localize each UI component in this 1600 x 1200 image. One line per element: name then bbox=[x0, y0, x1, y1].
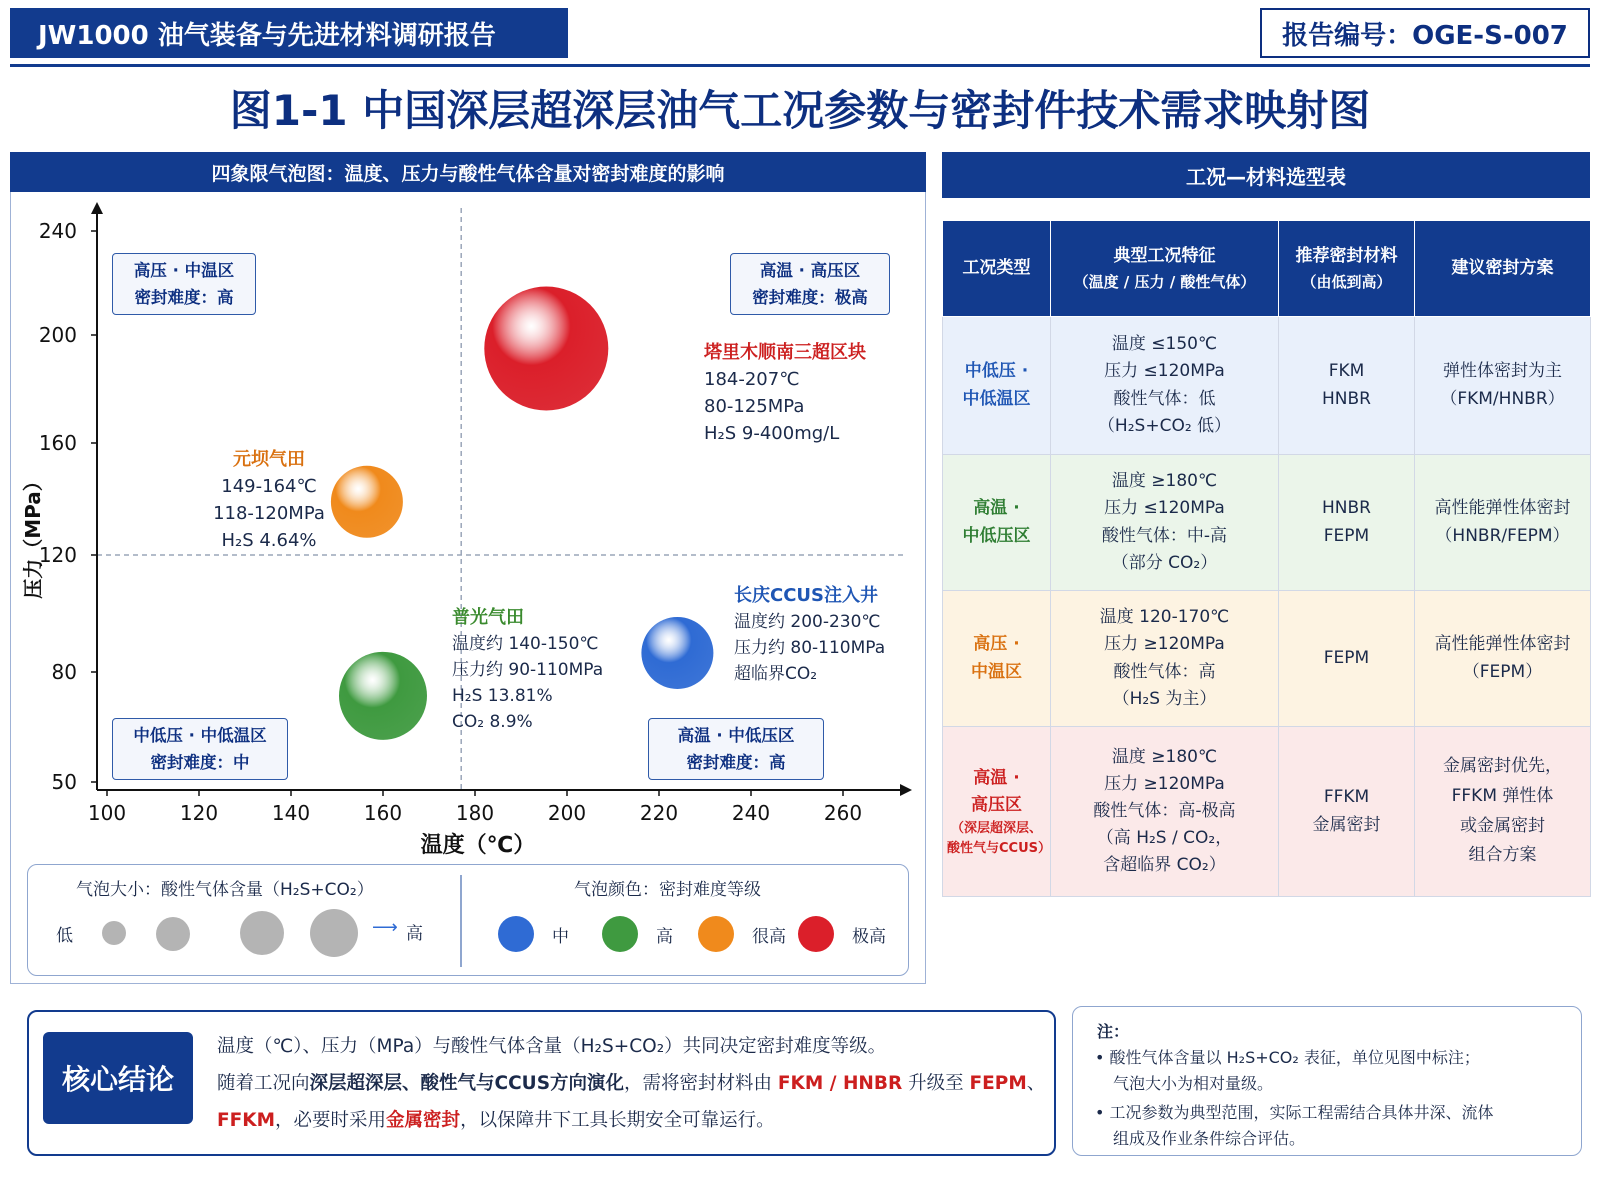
conclusion-text: ，需将密封材料由 bbox=[624, 1073, 778, 1094]
conclusion-text: 升级至 bbox=[902, 1073, 970, 1094]
bullet-icon: • bbox=[1095, 1048, 1110, 1067]
cell-features bbox=[1051, 727, 1279, 897]
quadrant-label-bottom-right bbox=[648, 718, 824, 780]
callout-line: H₂S 9-400mg/L bbox=[704, 423, 840, 444]
solution-line: 或金属密封 bbox=[1460, 815, 1545, 836]
callout-line: 184-207℃ bbox=[704, 369, 800, 390]
callout-title: 普光气田 bbox=[452, 607, 524, 628]
feature-line: 温度 120-170℃ bbox=[1099, 607, 1230, 628]
col-header-text: 工况类型 bbox=[962, 257, 1031, 278]
feature-line: 压力 ≥120MPa bbox=[1104, 634, 1225, 655]
report-number-text: 报告编号：OGE-S-007 bbox=[1282, 20, 1568, 51]
cell-features bbox=[1051, 455, 1279, 591]
cell-condition-type bbox=[943, 317, 1051, 455]
legend-size-dot bbox=[156, 917, 190, 951]
callout-tarim bbox=[704, 339, 866, 447]
legend-level: 很高 bbox=[752, 927, 786, 947]
quadrant-label-bottom-left bbox=[112, 718, 288, 780]
notes-box bbox=[1072, 1006, 1582, 1156]
cell-materials bbox=[1279, 591, 1415, 727]
y-axis-arrow bbox=[91, 202, 103, 214]
feature-line: 酸性气体：高-极高 bbox=[1093, 800, 1236, 821]
col-header-sub: （温度 / 压力 / 酸性气体） bbox=[1073, 273, 1256, 292]
quadrant-zone: 高温 · 高压区 bbox=[759, 261, 861, 280]
x-axis-arrow bbox=[900, 784, 912, 796]
feature-line: 压力 ≤120MPa bbox=[1104, 498, 1225, 519]
x-tick-label: 200 bbox=[547, 801, 587, 825]
y-axis-title: 压力（MPa） bbox=[21, 471, 45, 599]
note-text: 工况参数为典型范围，实际工程需结合具体井深、流体 bbox=[1109, 1103, 1494, 1122]
feature-line: 压力 ≥120MPa bbox=[1104, 773, 1225, 794]
col-header bbox=[1051, 221, 1279, 317]
material-line: FKM bbox=[1328, 361, 1365, 382]
feature-line: 温度 ≥180℃ bbox=[1111, 471, 1218, 492]
notes-title: 注： bbox=[1097, 1022, 1130, 1041]
solution-line: 金属密封优先， bbox=[1443, 756, 1562, 776]
material-line: HNBR bbox=[1322, 498, 1371, 519]
feature-line: 酸性气体：低 bbox=[1113, 388, 1216, 409]
feature-line: 酸性气体：高 bbox=[1113, 661, 1216, 682]
quadrant-difficulty: 密封难度：极高 bbox=[752, 288, 868, 307]
callout-line: CO₂ 8.9% bbox=[452, 712, 533, 732]
legend-size-low: 低 bbox=[56, 926, 73, 946]
legend-size-dot bbox=[310, 909, 358, 957]
solution-line: 高性能弹性体密封 bbox=[1434, 498, 1571, 519]
conclusion-line-3 bbox=[217, 1106, 775, 1132]
quadrant-label-top-left bbox=[112, 253, 256, 315]
type-line: 高压区 bbox=[971, 795, 1022, 815]
cell-solution bbox=[1415, 727, 1591, 897]
x-tick-label: 220 bbox=[639, 801, 679, 825]
conclusion-tag: 核心结论 bbox=[43, 1032, 193, 1124]
table-row bbox=[943, 455, 1591, 591]
feature-line: （高 H₂S / CO₂， bbox=[1096, 828, 1233, 849]
cell-solution bbox=[1415, 455, 1591, 591]
material-line: FEPM bbox=[1323, 525, 1370, 546]
callout-line: 压力约 80-110MPa bbox=[734, 638, 886, 658]
solution-line: FFKM 弹性体 bbox=[1451, 785, 1554, 806]
y-tick-label: 160 bbox=[38, 431, 77, 455]
cell-condition-type bbox=[943, 591, 1051, 727]
type-line: 高压 · bbox=[973, 634, 1020, 655]
report-number bbox=[1260, 8, 1590, 58]
legend-color-dot-extreme bbox=[798, 916, 834, 952]
material-line: FEPM bbox=[1323, 647, 1370, 668]
bubble-point bbox=[484, 287, 608, 411]
report-title-bar bbox=[10, 8, 568, 58]
col-header bbox=[943, 221, 1051, 317]
conclusion-text: 随着工况向 bbox=[217, 1073, 310, 1094]
selection-table bbox=[942, 220, 1591, 897]
x-tick-label: 100 bbox=[87, 801, 127, 825]
callout-line: H₂S 4.64% bbox=[221, 530, 317, 551]
col-header-sub: （由低到高） bbox=[1301, 273, 1392, 292]
cell-condition-type bbox=[943, 727, 1051, 897]
quadrant-zone: 高温 · 中低压区 bbox=[677, 726, 795, 745]
conclusion-line-2 bbox=[217, 1069, 1045, 1095]
callout-yuanba bbox=[180, 446, 358, 554]
x-tick-label: 160 bbox=[363, 801, 403, 825]
conclusion-text: 、 bbox=[1026, 1073, 1046, 1094]
legend-size-dot bbox=[102, 921, 126, 945]
col-header-text: 建议密封方案 bbox=[1451, 257, 1554, 278]
table-row bbox=[943, 317, 1591, 455]
table-title: 工况—材料选型表 bbox=[942, 152, 1590, 198]
x-tick-label: 180 bbox=[455, 801, 495, 825]
legend-level: 极高 bbox=[852, 927, 886, 947]
material-line: HNBR bbox=[1322, 388, 1371, 409]
quadrant-difficulty: 密封难度：高 bbox=[134, 288, 234, 307]
callout-title: 元坝气田 bbox=[233, 449, 305, 470]
feature-line: （H₂S 为主） bbox=[1112, 688, 1217, 709]
y-tick-label: 200 bbox=[38, 323, 77, 347]
note-item bbox=[1095, 1100, 1494, 1152]
feature-line: 酸性气体：中-高 bbox=[1101, 525, 1228, 546]
conclusion-text: ，以保障井下工具长期安全可靠运行。 bbox=[460, 1110, 775, 1131]
solution-line: （HNBR/FEPM） bbox=[1435, 525, 1570, 546]
col-header bbox=[1279, 221, 1415, 317]
feature-line: 温度 ≤150℃ bbox=[1111, 334, 1218, 355]
quadrant-zone: 高压 · 中温区 bbox=[133, 261, 235, 280]
quadrant-difficulty: 密封难度：高 bbox=[686, 753, 786, 772]
header-rule bbox=[10, 64, 1590, 67]
bullet-icon: • bbox=[1095, 1103, 1110, 1122]
cell-features bbox=[1051, 317, 1279, 455]
type-note: （深层超深层、酸性气与CCUS） bbox=[947, 821, 1052, 856]
cell-solution bbox=[1415, 591, 1591, 727]
feature-line: （部分 CO₂） bbox=[1111, 552, 1218, 573]
legend-size-high: 高 bbox=[406, 924, 423, 944]
callout-line: 超临界CO₂ bbox=[734, 664, 818, 684]
col-header bbox=[1415, 221, 1591, 317]
conclusion-highlight: FKM / HNBR bbox=[777, 1073, 903, 1094]
callout-line: H₂S 13.81% bbox=[452, 686, 553, 706]
table-row bbox=[943, 591, 1591, 727]
chart-legend bbox=[27, 864, 909, 976]
callout-line: 压力约 90-110MPa bbox=[452, 660, 604, 680]
cell-materials bbox=[1279, 727, 1415, 897]
legend-color-dot-very-high bbox=[698, 916, 734, 952]
x-tick-label: 120 bbox=[179, 801, 219, 825]
col-header-text: 推荐密封材料 bbox=[1295, 245, 1398, 266]
material-line: FFKM bbox=[1323, 787, 1370, 808]
type-line: 高温 · bbox=[973, 498, 1020, 519]
callout-line: 149-164℃ bbox=[221, 476, 317, 497]
callout-puguang bbox=[452, 605, 603, 735]
solution-line: （FEPM） bbox=[1462, 661, 1543, 682]
x-tick-label: 260 bbox=[823, 801, 863, 825]
cell-features bbox=[1051, 591, 1279, 727]
y-tick-label: 50 bbox=[51, 770, 77, 794]
cell-condition-type bbox=[943, 455, 1051, 591]
legend-color-dot-medium bbox=[498, 916, 534, 952]
type-line: 中低压区 bbox=[962, 525, 1031, 546]
report-title: JW1000 油气装备与先进材料调研报告 bbox=[38, 20, 496, 51]
quadrant-label-top-right bbox=[730, 253, 890, 315]
type-line: 中低温区 bbox=[962, 388, 1031, 409]
conclusion-highlight: FFKM bbox=[217, 1110, 276, 1131]
conclusion-highlight: FEPM bbox=[969, 1073, 1027, 1094]
type-line: 中温区 bbox=[971, 661, 1022, 682]
col-header-text: 典型工况特征 bbox=[1113, 245, 1216, 266]
legend-level: 中 bbox=[552, 927, 569, 947]
legend-divider bbox=[460, 875, 462, 967]
cell-materials bbox=[1279, 317, 1415, 455]
conclusion-highlight: 金属密封 bbox=[386, 1110, 461, 1131]
note-item bbox=[1095, 1045, 1480, 1097]
legend-size-title: 气泡大小：酸性气体含量（H₂S+CO₂） bbox=[76, 880, 374, 900]
y-tick-label: 120 bbox=[38, 543, 77, 567]
feature-line: 温度 ≥180℃ bbox=[1111, 746, 1218, 767]
bubble-point bbox=[641, 617, 713, 689]
arrow-right-icon: ⟶ bbox=[372, 917, 398, 938]
x-tick-label: 140 bbox=[271, 801, 311, 825]
legend-color-dot-high bbox=[602, 916, 638, 952]
callout-changqing bbox=[734, 583, 885, 687]
callout-line: 118-120MPa bbox=[213, 503, 325, 524]
legend-size-dot bbox=[240, 911, 284, 955]
cell-solution bbox=[1415, 317, 1591, 455]
callout-title: 塔里木顺南三超区块 bbox=[704, 342, 866, 363]
table-header-row bbox=[943, 221, 1591, 317]
solution-line: 弹性体密封为主 bbox=[1443, 361, 1562, 382]
solution-line: （FKM/HNBR） bbox=[1440, 388, 1565, 409]
table-row bbox=[943, 727, 1591, 897]
callout-line: 温度约 200-230℃ bbox=[734, 612, 881, 632]
legend-color-title: 气泡颜色：密封难度等级 bbox=[574, 880, 761, 900]
note-text: 气泡大小为相对量级。 bbox=[1113, 1074, 1274, 1093]
type-line: 高温 · bbox=[973, 767, 1020, 788]
x-axis-title: 温度（℃） bbox=[420, 833, 536, 858]
feature-line: 压力 ≤120MPa bbox=[1104, 361, 1225, 382]
feature-line: （H₂S+CO₂ 低） bbox=[1097, 415, 1232, 436]
chart-panel-title: 四象限气泡图：温度、压力与酸性气体含量对密封难度的影响 bbox=[10, 152, 926, 192]
solution-line: 高性能弹性体密封 bbox=[1434, 634, 1571, 655]
y-tick-label: 80 bbox=[51, 660, 77, 684]
y-tick-label: 240 bbox=[38, 219, 77, 243]
legend-level: 高 bbox=[656, 927, 673, 947]
callout-title: 长庆CCUS注入井 bbox=[734, 585, 878, 606]
feature-line: 含超临界 CO₂） bbox=[1103, 855, 1226, 876]
quadrant-zone: 中低压 · 中低温区 bbox=[133, 726, 267, 745]
figure-title: 图1-1 中国深层超深层油气工况参数与密封件技术需求映射图 bbox=[229, 86, 1371, 135]
conclusion-line-1: 温度（℃）、压力（MPa）与酸性气体含量（H₂S+CO₂）共同决定密封难度等级。 bbox=[217, 1036, 887, 1057]
material-line: 金属密封 bbox=[1312, 814, 1381, 835]
quadrant-difficulty: 密封难度：中 bbox=[150, 753, 250, 772]
conclusion-emphasis: 深层超深层、酸性气与CCUS方向演化 bbox=[309, 1073, 625, 1094]
note-text: 酸性气体含量以 H₂S+CO₂ 表征，单位见图中标注； bbox=[1109, 1048, 1480, 1067]
bubble-point bbox=[339, 652, 427, 740]
x-tick-label: 240 bbox=[731, 801, 771, 825]
cell-materials bbox=[1279, 455, 1415, 591]
type-line: 中低压 · bbox=[964, 361, 1029, 382]
conclusion-text: ，必要时采用 bbox=[275, 1110, 387, 1131]
solution-line: 组合方案 bbox=[1468, 845, 1537, 866]
callout-line: 温度约 140-150℃ bbox=[452, 634, 599, 654]
callout-line: 80-125MPa bbox=[704, 396, 805, 417]
note-text: 组成及作业条件综合评估。 bbox=[1113, 1129, 1306, 1148]
